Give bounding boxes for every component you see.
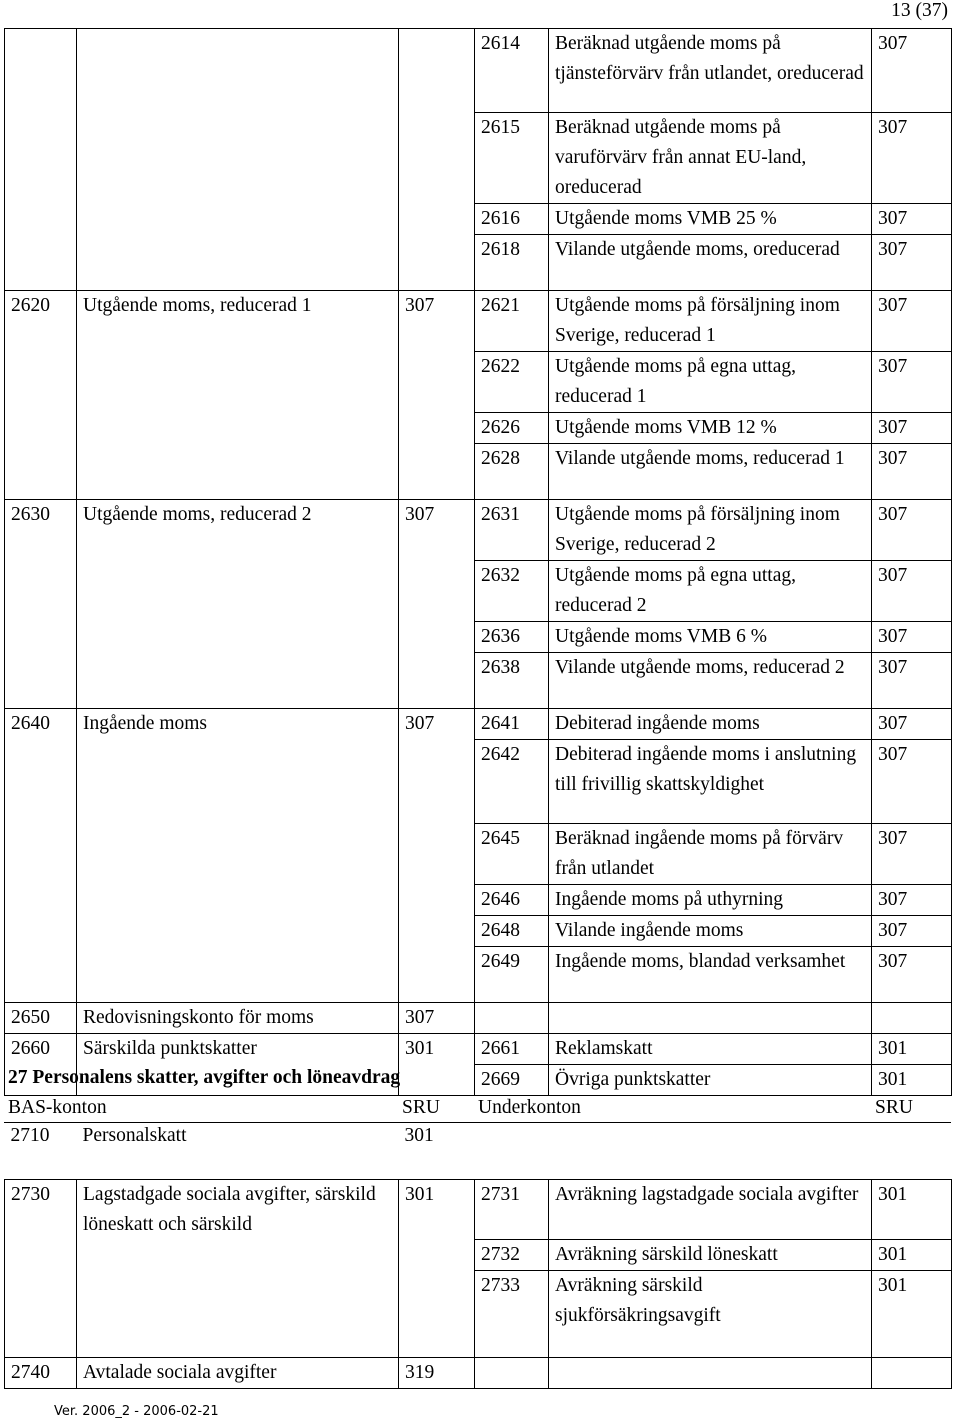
section-title: 27 Personalens skatter, avgifter och löneavdrag [8,1067,401,1088]
sub-sru: 307 [872,916,952,947]
bas-number: 2640 [5,709,77,740]
bas-name [77,653,399,709]
sub-number: 2628 [475,444,549,500]
sub-name [549,1003,872,1034]
bas-name: Utgående moms, reducerad 2 [77,500,399,561]
bas-name [77,413,399,444]
table-row [5,413,952,444]
bas-sru: 307 [399,1003,475,1034]
sub-name: Vilande ingående moms [549,916,872,947]
sub-name: Vilande utgående moms, reducerad 2 [549,653,872,709]
table-row [5,235,952,291]
bas-number [5,885,77,916]
sub-sru: 307 [872,885,952,916]
bas-name: Redovisningskonto för moms [77,1003,399,1034]
bas-number [5,1271,77,1332]
bas-name [77,885,399,916]
sub-name: Utgående moms VMB 25 % [549,204,872,235]
bas-sru [399,824,475,885]
table-row [5,740,952,824]
bas-number: 2740 [5,1357,77,1388]
page-number: 13 (37) [891,0,948,21]
sub-name: Utgående moms VMB 6 % [549,622,872,653]
sub-sru: 301 [872,1065,952,1096]
sub-number: 2632 [475,561,549,622]
table-row [5,352,952,413]
sub-sru: 307 [872,947,952,1003]
sub-number: 2615 [475,113,549,204]
header-bas: BAS-konton [8,1097,107,1118]
bas-sru: 307 [399,500,475,561]
bas-name [77,1240,399,1271]
table-row [5,1331,952,1357]
sub-number: 2622 [475,352,549,413]
sub-sru: 307 [872,29,952,113]
bas-number [5,824,77,885]
bas-name [77,113,399,204]
sub-name: Övriga punktskatter [549,1065,872,1096]
sub-number: 2614 [475,29,549,113]
bas-number [5,916,77,947]
table-row [5,885,952,916]
table-row [5,1179,952,1240]
bas-sru [399,1151,475,1179]
version-footer: Ver. 2006_2 - 2006-02-21 [54,1404,219,1419]
sub-sru: 307 [872,113,952,204]
bas-sru [399,947,475,1003]
table-row [5,824,952,885]
bas-sru [399,1271,475,1332]
table-row [5,1003,952,1034]
sub-number: 2616 [475,204,549,235]
bas-sru [399,653,475,709]
sub-number: 2631 [475,500,549,561]
bas-number [5,444,77,500]
table-row [5,947,952,1003]
bas-name: Särskilda punktskatter [77,1034,399,1065]
bas-sru [399,740,475,824]
sub-sru: 307 [872,561,952,622]
header-sru: SRU [402,1097,440,1118]
bas-number: 2620 [5,291,77,352]
sub-name [549,1151,872,1179]
sub-name: Vilande utgående moms, oreducerad [549,235,872,291]
bas-sru: 301 [404,1125,434,1146]
bas-name: Personalskatt [82,1125,187,1146]
bas-sru [399,235,475,291]
table-row [5,709,952,740]
table-row [5,622,952,653]
sub-name: Debiterad ingående moms [549,709,872,740]
bas-number: 2710 [10,1125,50,1146]
table-row [5,1357,952,1388]
sub-number: 2638 [475,653,549,709]
sub-number: 2649 [475,947,549,1003]
sub-name: Reklamskatt [549,1034,872,1065]
sub-number: 2642 [475,740,549,824]
bas-name [77,824,399,885]
bas-number [5,653,77,709]
sub-sru: 301 [872,1271,952,1332]
sub-number: 2733 [475,1271,549,1332]
sub-number: 2646 [475,885,549,916]
sub-number: 2626 [475,413,549,444]
table-row [5,653,952,709]
bas-name [77,947,399,1003]
sub-sru [872,1151,952,1179]
sub-sru [872,1331,952,1357]
sub-sru: 307 [872,740,952,824]
bas-number [5,1331,77,1357]
sub-name: Utgående moms på egna uttag, reducerad 2 [549,561,872,622]
table-row [5,1151,952,1179]
bas-sru [399,413,475,444]
bas-number: 2730 [5,1179,77,1240]
bas-sru [399,29,475,113]
bas-sru [399,561,475,622]
sub-number: 2669 [475,1065,549,1096]
sub-sru: 307 [872,413,952,444]
table-row [5,916,952,947]
header-sub: Underkonton [478,1097,581,1118]
sub-number: 2661 [475,1034,549,1065]
bas-number [5,947,77,1003]
table-row [5,1271,952,1332]
bas-name: Lagstadgade sociala avgifter, särskild löneskatt och särskild [77,1179,399,1240]
sub-number [475,1121,549,1151]
sub-name: Utgående moms på egna uttag, reducerad 1 [549,352,872,413]
bas-sru [399,1065,475,1096]
bas-name [77,204,399,235]
sub-name: Beräknad utgående moms på varuförvärv från annat EU-land, oreducerad [549,113,872,204]
bas-sru: 307 [399,709,475,740]
bas-number [5,1240,77,1271]
table-row [5,1034,952,1065]
sub-sru: 307 [872,235,952,291]
bas-name [77,740,399,824]
sub-name: Avräkning lagstadgade sociala avgifter [549,1179,872,1240]
bas-name [77,1151,399,1179]
bas-number: 2650 [5,1003,77,1034]
sub-sru [872,1003,952,1034]
table-row [5,500,952,561]
table-row [5,1121,952,1151]
table-row [5,1240,952,1271]
bas-name [77,352,399,413]
sub-number: 2731 [475,1179,549,1240]
sub-sru: 307 [872,709,952,740]
sub-number: 2621 [475,291,549,352]
bas-number: 2630 [5,500,77,561]
sub-name [549,1357,872,1388]
bas-name [77,29,399,113]
accounts-table [4,28,952,1096]
sub-sru: 301 [872,1240,952,1271]
bas-sru: 307 [399,291,475,352]
bas-sru [399,1331,475,1357]
sub-name: Beräknad ingående moms på förvärv från utlandet [549,824,872,885]
sub-sru: 307 [872,824,952,885]
bas-sru: 301 [399,1179,475,1240]
bas-name [77,1271,399,1332]
personnel-table [4,1121,952,1389]
column-header [4,1093,951,1123]
bas-sru [399,204,475,235]
sub-name: Utgående moms på försäljning inom Sverige, reducerad 1 [549,291,872,352]
sub-sru: 307 [872,444,952,500]
sub-number [475,1151,549,1179]
bas-sru [399,444,475,500]
sub-name: Avräkning särskild sjukförsäkringsavgift [549,1271,872,1332]
sub-name: Debiterad ingående moms i anslutning till frivillig skattskyldighet [549,740,872,824]
bas-name [77,561,399,622]
sub-sru: 307 [872,622,952,653]
bas-sru: 319 [399,1357,475,1388]
bas-number [5,740,77,824]
bas-number [5,29,77,113]
bas-number [5,413,77,444]
bas-name [77,916,399,947]
bas-sru: 301 [399,1034,475,1065]
header-sub-sru: SRU [875,1097,913,1118]
bas-number [5,204,77,235]
sub-number [475,1331,549,1357]
table-row [5,561,952,622]
sub-sru [872,1357,952,1388]
table-row [5,291,952,352]
bas-name: Ingående moms [77,709,399,740]
sub-name [549,1331,872,1357]
bas-number [5,1151,77,1179]
sub-name: Beräknad utgående moms på tjänsteförvärv från utlandet, oreducerad [549,29,872,113]
table-row [5,29,952,113]
table-row [5,204,952,235]
sub-sru: 307 [872,352,952,413]
bas-sru [399,1240,475,1271]
sub-number [475,1003,549,1034]
table-row [5,113,952,204]
bas-number [5,113,77,204]
sub-sru: 301 [872,1179,952,1240]
bas-name [77,235,399,291]
bas-sru [399,113,475,204]
sub-number: 2645 [475,824,549,885]
table-row [5,444,952,500]
sub-number: 2636 [475,622,549,653]
sub-name: Ingående moms, blandad verksamhet [549,947,872,1003]
bas-name: Utgående moms, reducerad 1 [77,291,399,352]
sub-name: Avräkning särskild löneskatt [549,1240,872,1271]
bas-sru [399,352,475,413]
bas-number: 2660 [5,1034,77,1065]
sub-sru: 307 [872,291,952,352]
sub-number: 2618 [475,235,549,291]
sub-sru [872,1121,952,1151]
bas-number [5,622,77,653]
bas-sru [399,885,475,916]
sub-number: 2732 [475,1240,549,1271]
bas-name [77,444,399,500]
sub-number: 2648 [475,916,549,947]
bas-name [77,622,399,653]
bas-number [5,352,77,413]
sub-name: Utgående moms VMB 12 % [549,413,872,444]
sub-number: 2641 [475,709,549,740]
bas-number [5,235,77,291]
sub-name: Vilande utgående moms, reducerad 1 [549,444,872,500]
bas-number [5,561,77,622]
sub-name: Utgående moms på försäljning inom Sverige, reducerad 2 [549,500,872,561]
bas-sru [399,916,475,947]
sub-sru: 307 [872,500,952,561]
sub-name [549,1121,872,1151]
sub-sru: 307 [872,204,952,235]
sub-number [475,1357,549,1388]
sub-sru: 301 [872,1034,952,1065]
bas-name [77,1331,399,1357]
sub-name: Ingående moms på uthyrning [549,885,872,916]
bas-name: Avtalade sociala avgifter [77,1357,399,1388]
bas-sru [399,622,475,653]
sub-sru: 307 [872,653,952,709]
